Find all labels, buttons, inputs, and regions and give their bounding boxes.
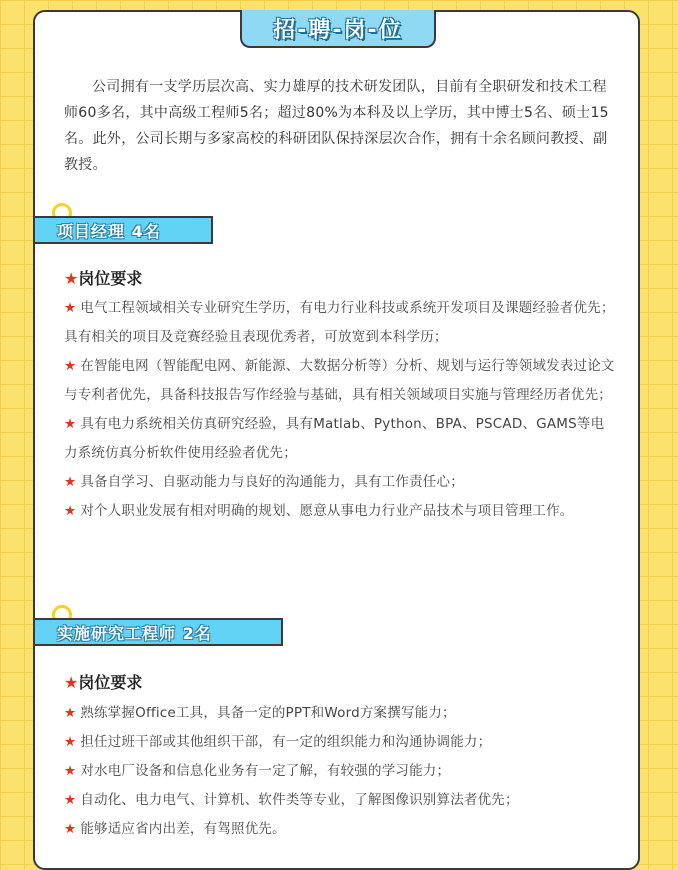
star-icon: ★ (64, 705, 77, 721)
requirement-text: 对个人职业发展有相对明确的规划、愿意从事电力行业产品技术与项目管理工作。 (80, 503, 574, 519)
star-icon: ★ (64, 503, 77, 519)
requirements-heading (64, 670, 142, 693)
star-icon: ★ (64, 416, 77, 432)
page-title: 招-聘-岗-位 (273, 17, 403, 43)
star-icon: ★ (64, 734, 77, 750)
list-item (64, 728, 616, 757)
list-item (64, 757, 616, 786)
requirement-text: 担任过班干部或其他组织干部，有一定的组织能力和沟通协调能力； (80, 734, 492, 750)
requirements-label: 岗位要求 (78, 269, 143, 288)
section-title: 项目经理 4名 (57, 221, 161, 241)
requirement-text: 对水电厂设备和信息化业务有一定了解，有较强的学习能力； (80, 763, 451, 779)
section-banner-implementation-engineer (35, 618, 283, 646)
requirement-text: 能够适应省内出差，有驾照优先。 (80, 821, 286, 837)
company-intro: 公司拥有一支学历层次高、实力雄厚的技术研发团队，目前有全职研发和技术工程师60多名，其中高级工程师5名；超过80%为本科及以上学历，其中博士5名、硕士15名。此外，公司长期与多家高校的科研团队保持深层次合作，拥有十余名顾问教授、副教授。 (64, 79, 609, 173)
list-item (64, 468, 616, 497)
requirement-text: 自动化、电力电气、计算机、软件类等专业，了解图像识别算法者优先； (80, 792, 519, 808)
list-item (64, 815, 616, 844)
list-item (64, 352, 616, 410)
star-icon: ★ (64, 300, 77, 316)
requirement-text: 具有电力系统相关仿真研究经验，具有Matlab、Python、BPA、PSCAD、GAMS等电力系统仿真分析软件使用经验者优先； (64, 416, 605, 461)
list-item (64, 497, 616, 526)
star-icon: ★ (64, 269, 79, 288)
requirement-text: 具备自学习、自驱动能力与良好的沟通能力，具有工作责任心； (80, 474, 464, 490)
header-tab (240, 10, 436, 48)
requirements-list-implementation-engineer (64, 699, 616, 844)
list-item (64, 786, 616, 815)
star-icon: ★ (64, 474, 77, 490)
list-item (64, 410, 616, 468)
requirements-list-project-manager (64, 294, 616, 526)
star-icon: ★ (64, 821, 77, 837)
section-title: 实施研究工程师 2名 (57, 623, 212, 643)
section-banner-project-manager (35, 216, 213, 244)
requirements-label: 岗位要求 (78, 673, 143, 692)
list-item (64, 294, 616, 352)
list-item (64, 699, 616, 728)
requirements-heading (64, 266, 142, 289)
requirement-text: 在智能电网（智能配电网、新能源、大数据分析等）分析、规划与运行等领域发表过论文与专利者优先，具备科技报告写作经验与基础，具有相关领域项目实施与管理经历者优先； (64, 358, 615, 403)
star-icon: ★ (64, 673, 79, 692)
star-icon: ★ (64, 763, 77, 779)
star-icon: ★ (64, 792, 77, 808)
star-icon: ★ (64, 358, 77, 374)
requirement-text: 熟练掌握Office工具，具备一定的PPT和Word方案撰写能力； (80, 705, 456, 721)
requirement-text: 电气工程领域相关专业研究生学历，有电力行业科技或系统开发项目及课题经验者优先；具有相关的项目及竞赛经验且表现优秀者，可放宽到本科学历； (64, 300, 615, 345)
